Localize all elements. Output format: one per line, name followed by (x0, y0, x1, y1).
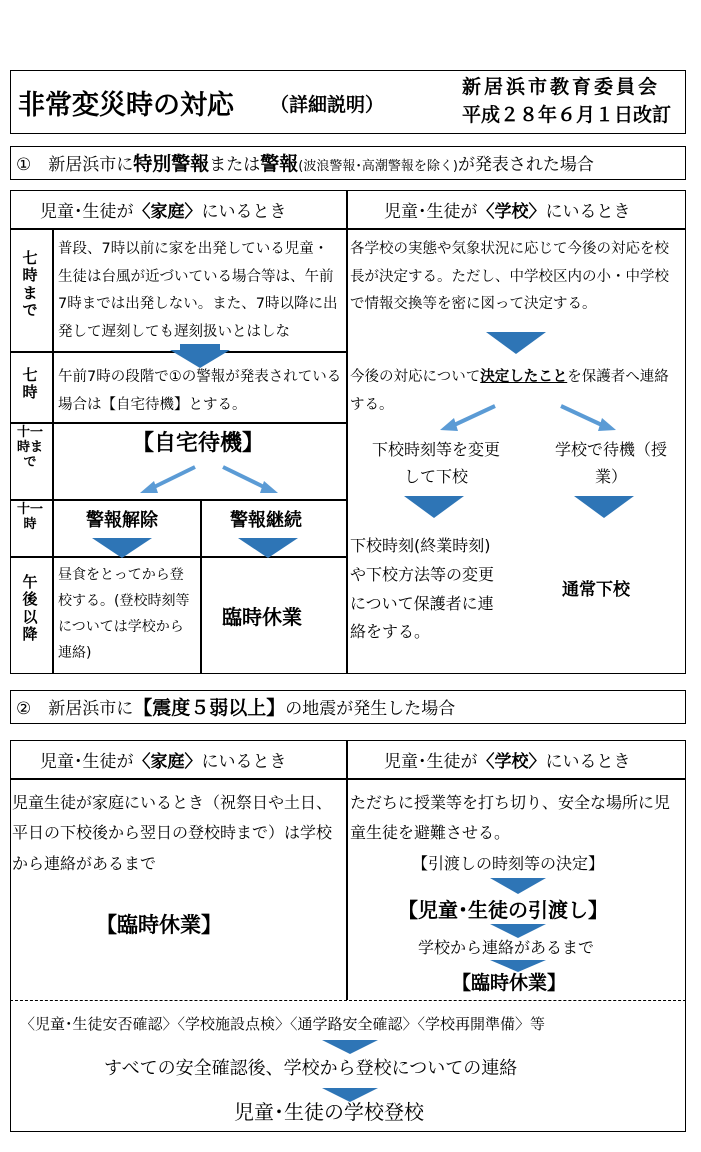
arrow-down-lifted (92, 538, 152, 558)
row-line (200, 499, 202, 674)
revision-date: 平成２８年６月１日改訂 (462, 104, 672, 126)
section1-home-header (40, 200, 287, 225)
section2-heading-suffix: の地震が発生した場合 (285, 699, 456, 719)
page-subtitle: （詳細説明） (270, 94, 385, 116)
section2-heading-prefix: ② 新居浜市に (16, 699, 134, 719)
section2-school-step4: 【臨時休業】 (452, 972, 567, 994)
page-title: 非常変災時の対応 (18, 90, 234, 121)
home-at7-text: 午前7時の段階で①の警報が発表されている場合は【自宅待機】とする。 (58, 369, 342, 413)
row-label-at11: 十一時 (16, 502, 43, 532)
section2-home-closure: 【臨時休業】 (96, 913, 222, 937)
section2-school-step2: 【児童･生徒の引渡し】 (398, 898, 608, 922)
arrow-down-continued (238, 538, 298, 558)
row-label-at7: 七時 (22, 366, 38, 402)
school-option1-result: 下校時刻(終業時刻)や下校方法等の変更について保護者に連絡をする。 (350, 536, 495, 642)
arrow-down-school-decide (486, 332, 546, 354)
home-closure: 臨時休業 (222, 605, 302, 629)
section1-heading-mid: または (209, 155, 261, 175)
arrow-s2-step3 (490, 960, 546, 972)
row-line (10, 422, 346, 424)
header-pre: 児童･生徒が (40, 202, 134, 222)
section2-heading (16, 695, 455, 723)
arrow-s2-step2 (490, 924, 546, 938)
section1-header-line (10, 228, 686, 230)
section2-home-header (40, 750, 287, 775)
school-option1: 下校時刻等を変更して下校 (372, 440, 501, 487)
section1-label-col (52, 228, 54, 674)
row-label-before7: 七時まで (22, 249, 38, 319)
school-option2-result: 通常下校 (562, 580, 630, 600)
arrow-s2-checks (322, 1040, 378, 1054)
header-key: 〈学校〉 (477, 202, 546, 222)
arrow-down-at7 (170, 344, 230, 368)
section2-home-text: 児童生徒が家庭にいるとき（祝祭日や土日、平日の下校後から翌日の登校時まで）は学校から連絡があるまで (12, 793, 333, 873)
section1-heading-prefix: ① 新居浜市に (16, 155, 134, 175)
section2-heading-key: 【震度５弱以上】 (133, 697, 286, 719)
header-post: にいるとき (201, 202, 287, 222)
section2-school-step1: 【引渡しの時刻等の決定】 (412, 854, 605, 873)
section2-school-step3: 学校から連絡があるまで (418, 938, 595, 957)
section1-heading-exclusion: (波浪警報･高潮警報を除く) (298, 159, 458, 174)
notify-pre: 今後の対応について (350, 369, 481, 385)
notify-key: 決定したこと (480, 369, 568, 385)
section2-header-line (10, 778, 686, 780)
school-notify-text (350, 364, 682, 419)
arrow-school-left (440, 404, 500, 434)
arrow-down-option2 (574, 496, 634, 518)
section1-divider (346, 190, 348, 674)
row-label-until11: 十一時まで (16, 425, 43, 470)
section2-school-text: ただちに授業等を打ち切り、安全な場所に児童生徒を避難させる。 (350, 793, 671, 843)
header-pre: 児童･生徒が (40, 752, 134, 772)
header-post: にいるとき (201, 752, 287, 772)
section1-heading-warning: 警報 (260, 153, 299, 175)
section2-school-header (384, 750, 631, 775)
arrow-down-option1 (404, 496, 464, 518)
arrow-diag-right (218, 465, 278, 495)
home-afternoon-text: 昼食をとってから登校する。(登校時刻等については学校から連絡) (58, 567, 190, 661)
home-warning-continued: 警報継続 (230, 510, 302, 531)
row-label-afternoon: 午後以降 (22, 573, 38, 643)
arrow-s2-step1 (490, 878, 546, 894)
notify-post: を保護者へ連絡する。 (350, 369, 669, 413)
school-decide-text: 各学校の実態や気象状況に応じて今後の対応を校長が決定する。ただし、中学校区内の小・中学校で情報交換等を密に図って決定する。 (350, 241, 669, 313)
header-post: にいるとき (545, 202, 631, 222)
home-before7-text: 普段、7時以前に家を出発している児童・生徒は台風が近づいている場合等は、午前7時までは出発しない。また、7時以降に出発して遅刻しても遅刻扱いとはしな (58, 241, 338, 340)
header-key: 〈学校〉 (477, 752, 546, 772)
arrow-school-right (556, 404, 616, 434)
arrow-diag-left (140, 465, 200, 495)
home-wait-label: 【自宅待機】 (132, 431, 265, 456)
header-pre: 児童･生徒が (384, 202, 478, 222)
header-post: にいるとき (545, 752, 631, 772)
section1-school-header (384, 200, 631, 225)
header-key: 〈家庭〉 (133, 752, 202, 772)
header-key: 〈家庭〉 (133, 202, 202, 222)
section2-footer-line (10, 1000, 686, 1001)
school-option2: 学校で待機（授業） (554, 440, 667, 487)
header-pre: 児童･生徒が (384, 752, 478, 772)
section2-checks: 〈児童･生徒安否確認〉〈学校施設点検〉〈通学路安全確認〉〈学校再開準備〉等 (20, 1015, 546, 1033)
home-warning-lifted: 警報解除 (86, 510, 158, 531)
section1-heading-special-warning: 特別警報 (133, 153, 210, 175)
section2-final: 児童･生徒の学校登校 (234, 1100, 424, 1124)
section1-heading-suffix: が発表された場合 (457, 155, 594, 175)
organization: 新居浜市教育委員会 (462, 76, 661, 98)
section2-after-checks: すべての安全確認後、学校から登校についての連絡 (104, 1058, 518, 1079)
row-line (10, 499, 346, 501)
section1-heading (16, 151, 594, 179)
